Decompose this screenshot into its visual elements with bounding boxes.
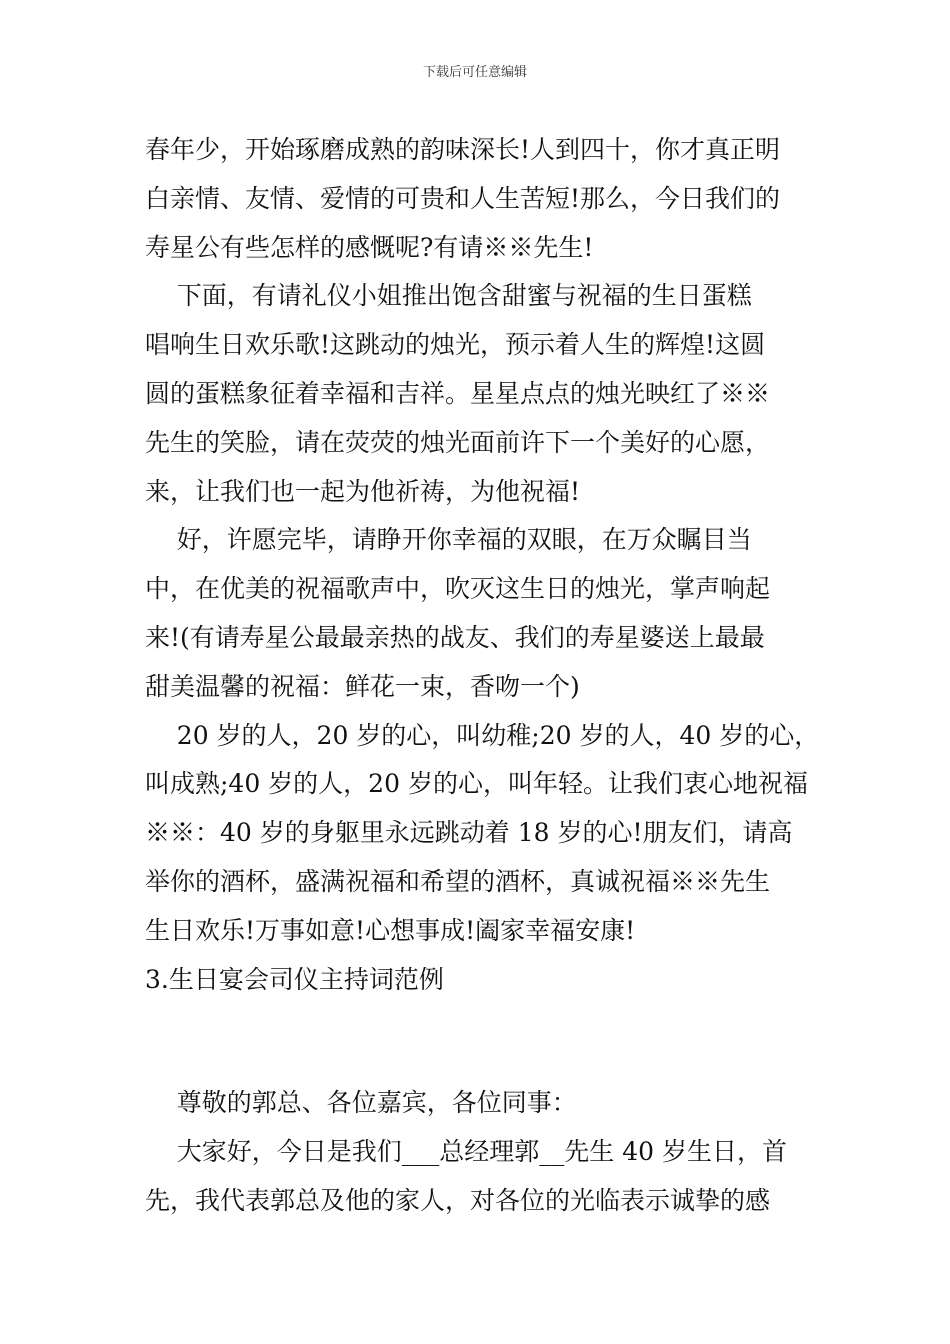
text-line: 20 岁的人，20 岁的心，叫幼稚;20 岁的人，40 岁的心， xyxy=(145,720,820,750)
text-line: 来，让我们也一起为他祈祷，为他祝福! xyxy=(145,476,581,506)
text-line: 圆的蛋糕象征着幸福和吉祥。星星点点的烛光映红了※※ xyxy=(145,378,771,408)
text-line: 春年少，开始琢磨成熟的韵味深长!人到四十，你才真正明 xyxy=(145,135,781,164)
text-line: 来!(有请寿星公最最亲热的战友、我们的寿星婆送上最最 xyxy=(145,622,765,652)
text-line: 白亲情、友情、爱情的可贵和人生苦短!那么，今日我们的 xyxy=(145,183,781,213)
text-line: 好，许愿完毕，请睁开你幸福的双眼，在万众瞩目当 xyxy=(145,525,752,555)
text-line: 先，我代表郭总及他的家人，对各位的光临表示诚挚的感 xyxy=(145,1185,771,1215)
text-line: 甜美温馨的祝福：鲜花一束，香吻一个) xyxy=(145,671,580,701)
document-body xyxy=(145,126,825,1226)
section-heading: 3.生日宴会司仪主持词范例 xyxy=(145,964,444,994)
text-line: 尊敬的郭总、各位嘉宾，各位同事： xyxy=(145,1088,577,1118)
text-line: 叫成熟;40 岁的人，20 岁的心，叫年轻。让我们衷心地祝福 xyxy=(145,769,808,799)
text-line: ※※：40 岁的身躯里永远跳动着 18 岁的心!朋友们，请高 xyxy=(145,818,793,848)
paragraph-gap xyxy=(145,1004,825,1079)
text-line: 唱响生日欢乐歌!这跳动的烛光，预示着人生的辉煌!这圆 xyxy=(145,330,766,360)
text-line: 大家好，今日是我们___总经理郭__先生 40 岁生日，首 xyxy=(145,1137,787,1167)
text-line: 先生的笑脸，请在荧荧的烛光面前许下一个美好的心愿， xyxy=(145,427,771,457)
text-line: 寿星公有些怎样的感慨呢?有请※※先生! xyxy=(145,232,594,262)
text-line: 中，在优美的祝福歌声中，吹灭这生日的烛光，掌声响起 xyxy=(145,574,771,604)
text-line: 举你的酒杯，盛满祝福和希望的酒杯，真诚祝福※※先生 xyxy=(145,866,771,896)
text-line: 生日欢乐!万事如意!心想事成!阖家幸福安康! xyxy=(145,915,636,945)
text-line: 下面，有请礼仪小姐推出饱含甜蜜与祝福的生日蛋糕 xyxy=(145,281,752,311)
page-header: 下载后可任意编辑 xyxy=(422,65,527,80)
